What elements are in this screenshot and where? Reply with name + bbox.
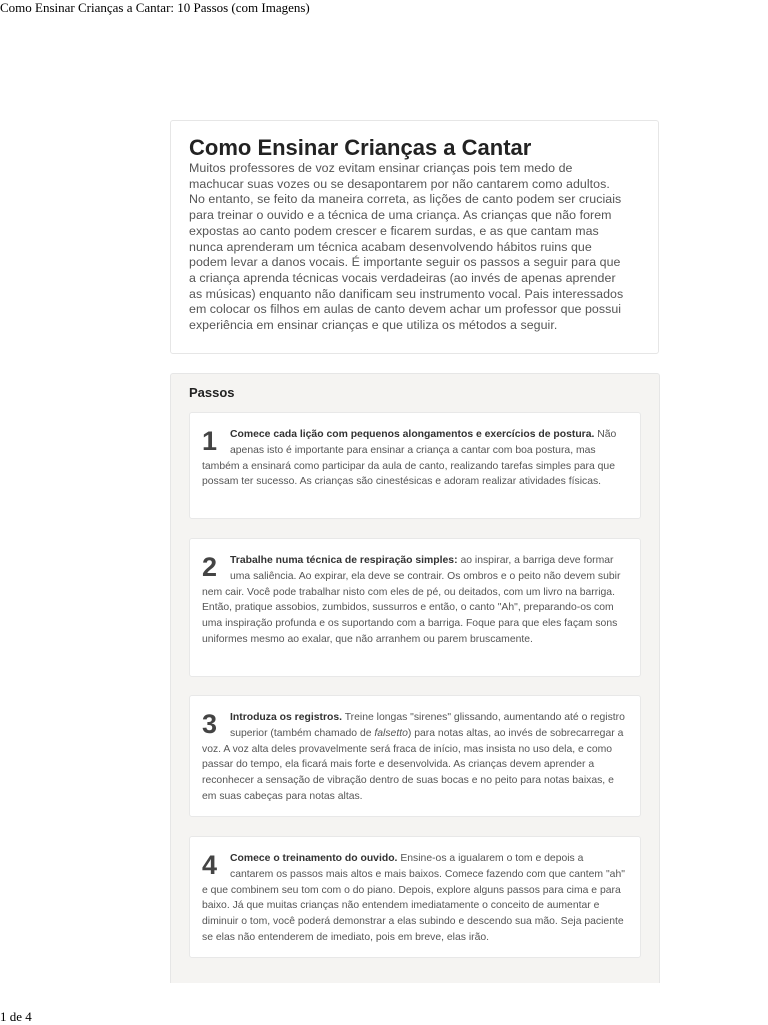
step-text: ao inspirar, a barriga deve formar uma saliência. Ao expirar, ela deve se contrair. Os ombros e o peito não devem subir nem cair. Você pode trabalhar nisto com eles de pé, ou deitados, com um livro na barriga. Então, pratique assobios, zumbidos, sussurros e então, o canto "Ah", preparando-os com uma inspiração profunda e os suportando com a barriga. Foque para que eles façam sons uniformes mesmo ao exalar, que não arranhem ou parem bruscamente. — [202, 555, 621, 645]
intro-line: machucar suas vozes ou se desapontarem por não cantarem como adultos. — [189, 176, 610, 191]
step-number: 4 — [202, 850, 218, 880]
intro-line: para treinar o ouvido e a técnica de uma criança. As crianças que não forem — [189, 208, 612, 223]
step-number: 1 — [202, 426, 218, 456]
step-number: 3 — [202, 709, 218, 739]
step-heading: Trabalhe numa técnica de respiração simples: — [230, 555, 458, 566]
step-text: Treine longas "sirenes" glissando, aumentando até o registro superior (também chamado de — [230, 712, 625, 739]
step-heading: Comece cada lição com pequenos alongamentos e exercícios de postura. — [230, 429, 595, 440]
intro-line: experiência em ensinar crianças e que utiliza os métodos a seguir. — [189, 318, 558, 333]
intro-line: as músicas) enquanto não danificam seu instrumento vocal. Pais interessados — [189, 286, 624, 301]
steps-section — [170, 373, 660, 983]
intro-line: a criança aprenda técnicas vocais verdadeiras (ao invés de apenas aprender — [189, 270, 616, 285]
page-indicator: 1 de 4 — [0, 1009, 32, 1024]
intro-line: No entanto, se feito da maneira correta, as lições de canto podem ser cruciais — [189, 192, 622, 207]
intro-line: Muitos professores de voz evitam ensinar crianças pois tem medo de — [189, 161, 573, 175]
step-card-1 — [189, 412, 641, 519]
steps-heading: Passos — [189, 385, 235, 400]
intro-card — [170, 120, 659, 354]
intro-line: expostas ao canto podem crescer e ficarem surdas, e as que cantam mas — [189, 223, 599, 238]
step-card-4 — [189, 836, 641, 958]
intro-paragraph — [189, 161, 640, 334]
article-title: Como Ensinar Crianças a Cantar — [189, 135, 532, 160]
page-header-title: Como Ensinar Crianças a Cantar: 10 Passos (com Imagens) — [0, 0, 310, 15]
intro-line: em colocar os filhos em aulas de canto devem achar um professor que possui — [189, 302, 622, 317]
step-text: ) para notas altas, ao invés de sobrecarregar a voz. A voz alta deles provavelmente será fraca de início, mas insista no uso dela, e como passar do tempo, ela ficará mais forte e desenvolvida. As crianças devem aprender a reconhecer a sensação de vibração dentro de suas bocas e no peito para notas baixas, e em suas cabeças para notas altas. — [202, 727, 624, 802]
intro-line: podem levar a danos vocais. É importante seguir os passos a seguir para que — [189, 255, 621, 270]
step-card-2 — [189, 538, 641, 677]
step-text: Ensine-os a igualarem o tom e depois a cantarem os passos mais altos e mais baixos. Comece fazendo com que cantem "ah" e que combinem seu tom com o do piano. Depois, explore alguns passos para cima e para baixo. Já que muitas crianças não entendem imediatamente o conceito de aumentar e diminuir o tom, você poderá demonstrar a elas subindo e descendo sua mão. Seja paciente se elas não entenderem de imediato, pois em breve, elas irão. — [202, 853, 625, 943]
intro-line: nunca aprenderam um técnica acabam desenvolvendo hábitos ruins que — [189, 239, 592, 254]
step-text: Não apenas isto é importante para ensinar a criança a cantar com boa postura, mas também a ensinará como participar da aula de canto, realizando tarefas simples para que possam ter sucesso. As crianças são cinestésicas e adoram realizar atividades físicas. — [202, 429, 617, 488]
step-heading: Comece o treinamento do ouvido. — [230, 853, 398, 864]
step-number: 2 — [202, 552, 218, 582]
step-text-italic: falsetto — [374, 727, 408, 739]
step-heading: Introduza os registros. — [230, 712, 343, 723]
step-card-3 — [189, 695, 641, 817]
